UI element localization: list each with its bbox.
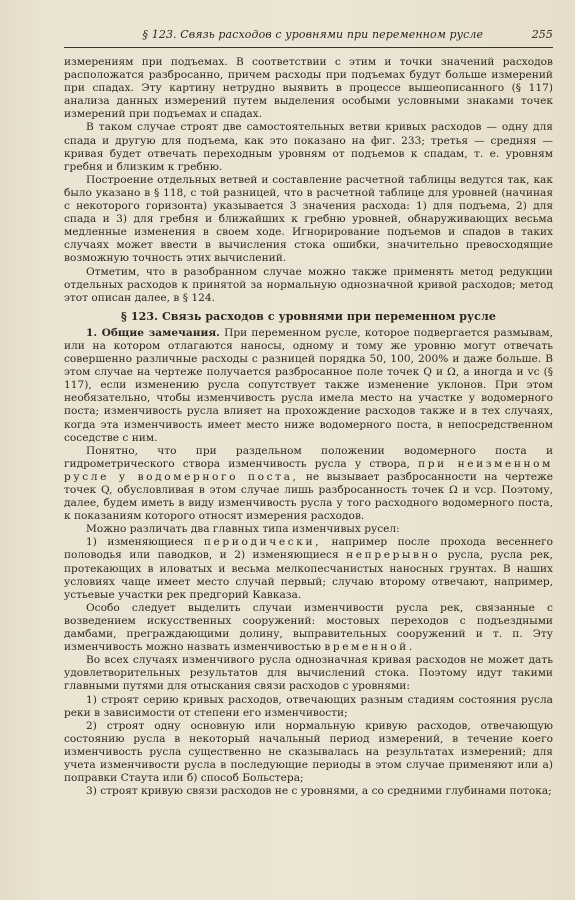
paragraph-construction: Построение отдельных ветвей и составление расчетной таблицы ведутся так, как было указано в § 118, с той разницей, что в расчетной таблице для уровней (начиная с некоторого горизонта) указывается 3 значения расхода: 1) для подъема, 2) для спада и 3) для гребня и ближайших к гребню уровней, обнаруживающих весьма медленные изменения в своем ходе. Игнорирование подъемов и спадов в таких случаях может ввести в вычисления стока ошибки, значительно превосходящие возможную точность этих вычислений. [64, 173, 553, 265]
list-item-1: 1) строят серию кривых расходов, отвечающих разным стадиям состояния русла реки в зависимости от степени его изменчивости; [64, 693, 553, 719]
types-text-a: 1) изменяющиеся [86, 536, 194, 549]
paragraph-general-remarks [64, 327, 553, 445]
paragraph-continued: измерениям при подъемах. В соответствии с этим и точки значений расходов расположатся разбросанно, причем расходы при подъемах будут больше измерений при спадах. Эту картину нетрудно выявить в процессе вышеописанного (§ 117) анализа данных измерений путем выделения особыми условными знаками точек измерений при подъемах и спадах. [64, 56, 553, 121]
header-rule [64, 47, 553, 48]
separate-post-text-b: не вызывает разбросанности на чертеже точек Q, обусловливая в этом случае лишь разбросанность точек Ω и vср. Поэтому, далее, будем иметь в виду изменчивость русла у того расходного водомерного поста, к показаниям которого относят измерения расходов. [64, 470, 553, 523]
paragraph-types-list [64, 536, 553, 601]
artificial-text: Особо следует выделить случаи изменчивости русла рек, связанные с возведением искусственных сооружений: мостовых переходов с подъездными дамбами, преграждающими долину, выправительных сооружений и т. п. Эту изменчивость можно назвать изменчивостью [64, 601, 553, 654]
types-text-c: русла, русла рек, протекающих в иловатых и весьма мелкопесчанистых наносных грунтах. В наших условиях чаще имеет место случай первый; случаю второму отвечают, например, устьевые участки рек предгорий Кавказа. [64, 549, 553, 601]
paragraph-reduction-method: Отметим, что в разобранном случае можно также применять метод редукции отдельных расходов к принятой за нормальную однозначной кривой расходов; метод этот описан далее, в § 124. [64, 265, 553, 304]
separate-post-text-a: Понятно, что при раздельном положении водомерного поста и гидрометрического створа изменчивость русла у створа, [64, 444, 553, 470]
paragraph-separate-post [64, 445, 553, 524]
paragraph-all-cases: Во всех случаях изменчивого русла однозначная кривая расходов не может дать удовлетворительных результатов для вычислений стока. Поэтому идут такими главными путями для отыскания связи расходов с уровнями: [64, 654, 553, 693]
paragraph-artificial-structures [64, 602, 553, 654]
running-header [64, 28, 553, 44]
subsection-title: 1. Общие замечания. [86, 326, 220, 339]
section-heading: § 123. Связь расходов с уровнями при переменном русле [121, 309, 496, 323]
types-spaced-continuous: непрерывно [346, 549, 441, 562]
list-item-3: 3) строят кривую связи расходов не с уровнями, а со средними глубинами потока; [86, 785, 552, 798]
running-header-title: § 123. Связь расходов с уровнями при переменном русле [142, 28, 484, 41]
paragraph-two-types: Можно различать два главных типа изменчивых русел: [86, 523, 400, 536]
page-number: 255 [531, 28, 553, 41]
separate-post-spaced: при неизменном русле у водомерного поста, [64, 457, 553, 483]
page-body [64, 56, 553, 798]
artificial-spaced-temporal: временной. [324, 641, 415, 654]
types-text-b: например после прохода весеннего половодья или паводков, и 2) изменяющиеся [64, 536, 553, 562]
general-remarks-text: При переменном русле, которое подвергается размывам, или на котором отлагаются наносы, одному и тому же уровню могут отвечать совершенно различные расходы с разницей порядка 50, 100, 200% и даже больше. В этом случае на чертеже получается разбросанное поле точек Q и Ω, а иногда и vc (§ 117), если изменению русла сопутствует также изменение уклонов. При этом необязательно, чтобы изменчивость русла имела место на участке у водомерного поста; изменчивость русла влияет на прохождение расходов также и в тех случаях, когда эта изменчивость имеет место ниже водомерного поста, в непосредственном соседстве с ним. [64, 326, 553, 444]
types-spaced-periodic: периодически, [203, 536, 322, 549]
paragraph-two-branches: В таком случае строят две самостоятельных ветви кривых расходов — одну для спада и другую для подъема, как это показано на фиг. 233; третья — средняя — кривая будет отвечать переходным уровням от подъемов к спадам, т. е. уровням гребня и близким к гребню. [64, 121, 553, 173]
list-item-2: 2) строят одну основную или нормальную кривую расходов, отвечающую состоянию русла в некоторый начальный период измерений, в течение коего изменчивость русла существенно не сказывалась на результатах измерений; для учета изменчивости русла в последующие периоды в этом случае применяют или а) поправки Стаута или б) способ Больстера; [64, 719, 553, 785]
